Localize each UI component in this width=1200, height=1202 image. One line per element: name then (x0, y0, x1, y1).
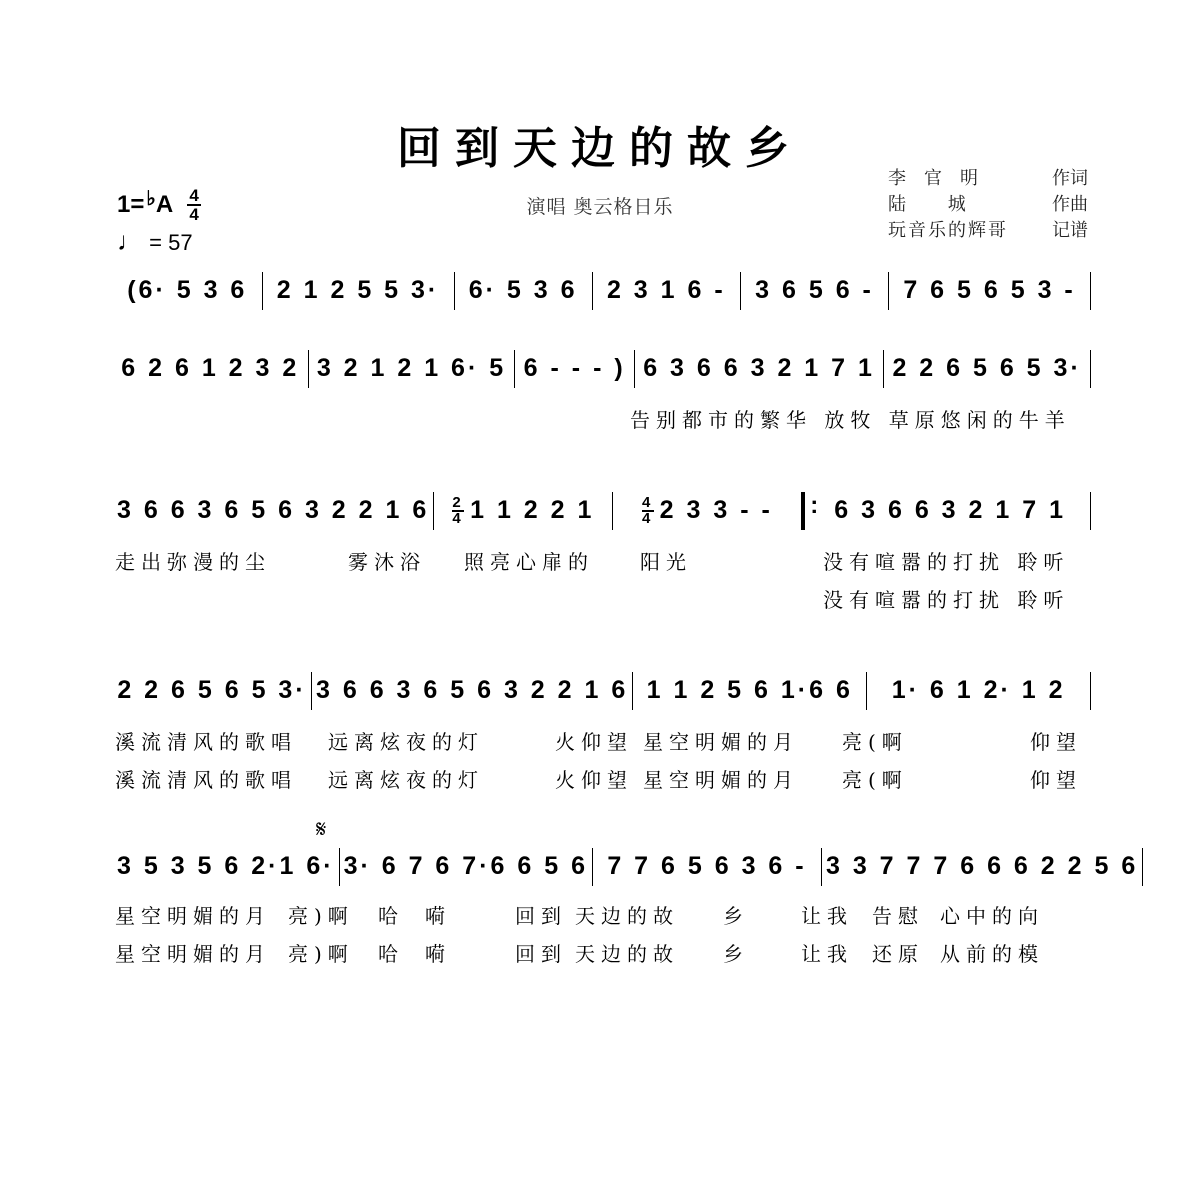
score-line-5 (113, 852, 1139, 886)
performer-credit: 演唱 奥云格日乐 (526, 196, 674, 218)
measure: 7 7 6 5 6 3 6 - (607, 852, 807, 880)
credits-block (888, 166, 1088, 244)
tempo-marking (117, 226, 193, 257)
measure: 6 3 6 6 3 2 1 7 1 (643, 354, 875, 382)
measure: 3 6 6 3 6 5 6 3 2 2 1 6 (117, 496, 430, 524)
lyric-text: 星空明媚的月 (115, 942, 271, 966)
lyric-text: 溪流清风的歌唱 (115, 768, 297, 792)
lyric-text: 哈 (378, 904, 404, 928)
lyric-text: 火仰望 (555, 768, 633, 792)
measure: 2 2 6 5 6 5 3· (117, 676, 307, 704)
time-signature-bottom: 4 (189, 205, 199, 224)
meter-top: 2 (452, 494, 464, 512)
lyric-text: 嗬 (425, 904, 451, 928)
measure: 3 6 6 3 6 5 6 3 2 2 1 6 (316, 676, 629, 704)
lyric-text: 让我 (801, 904, 853, 928)
lyric-line-2 (115, 404, 1091, 452)
lyric-text: 远离炫夜的灯 (328, 768, 484, 792)
lyric-text: 回到 (515, 904, 567, 928)
measure: 6 3 6 6 3 2 1 7 1 (834, 496, 1066, 524)
quarter-note-icon: ♩ (117, 226, 143, 256)
measure: (6· 5 3 6 (127, 276, 248, 304)
lyric-text: 让我 (801, 942, 853, 966)
measure: 1· 6 1 2· 1 2 (891, 676, 1066, 704)
lyric-text: 还原 (872, 942, 924, 966)
barline (1090, 672, 1091, 710)
lyric-text: 天边的故 (575, 904, 679, 928)
measure: 6· 5 3 6 (468, 276, 578, 304)
lyric-text: 远离炫夜的灯 (328, 730, 484, 754)
measure: 6 - - - ) (523, 354, 626, 382)
score-line-3 (113, 496, 1091, 530)
lyric-text: 雾沐浴 (348, 550, 426, 574)
repeat-start-barline (801, 492, 805, 530)
lyric-text: 亮(啊 (842, 768, 908, 792)
transcriber-credit (888, 218, 1088, 244)
lyric-text: 没有喧嚣的打扰 聆听 (823, 550, 1070, 574)
lyric-line-5b (115, 938, 1091, 1202)
transcriber-name: 玩音乐的辉哥 (888, 220, 1008, 241)
measure: 3 6 5 6 - (755, 276, 874, 304)
meter-change-2-4 (452, 496, 464, 526)
score-line-1 (113, 276, 1091, 310)
key-prefix: 1= (117, 191, 145, 218)
barline (1090, 272, 1091, 310)
measure: 2 1 2 5 5 3· (276, 276, 440, 304)
lyric-text: 告慰 (872, 904, 924, 928)
lyric-text: 回到 (515, 942, 567, 966)
measure: 3· 6 7 6 7·6 6 5 6 (343, 852, 588, 880)
lyric-text: 照亮心扉的 (464, 550, 594, 574)
measure-notes: 2 3 3 - - (659, 496, 773, 524)
measure: 7 6 5 6 5 3 - (903, 276, 1076, 304)
barline (1142, 848, 1143, 886)
lyricist-role: 作词 (1052, 168, 1088, 189)
time-signature (187, 188, 201, 222)
lyric-text: 星空明媚的月 (115, 904, 271, 928)
key-tonic: A (155, 191, 174, 218)
meter-bottom: 4 (642, 510, 654, 528)
barline (1090, 350, 1091, 388)
segno-icon: 𝄋 (316, 815, 327, 843)
lyric-text: 心中的向 (940, 904, 1044, 928)
lyric-text: 仰望 (1030, 730, 1082, 754)
composer-role: 作曲 (1052, 194, 1088, 215)
measure: 2 3 1 6 - (606, 276, 726, 304)
lyric-text: 亮)啊 (288, 904, 354, 928)
measure: 2 2 6 5 6 5 3· (892, 354, 1082, 382)
measure (434, 496, 612, 526)
measure: 1 1 2 5 6 1·6 6 (646, 676, 853, 704)
meter-change-4-4 (642, 496, 654, 526)
song-title: 回到天边的故乡 (397, 123, 803, 174)
lyric-text: 从前的模 (940, 942, 1044, 966)
flat-icon: ♭ (146, 187, 156, 210)
lyricist-name: 李官明 (888, 168, 996, 189)
lyric-text: 星空明媚的月 (643, 730, 799, 754)
measure: 3 2 1 2 1 6· 5 (316, 354, 507, 382)
lyric-text: 阳光 (640, 550, 692, 574)
lyric-text: 火仰望 (555, 730, 633, 754)
meter-bottom: 4 (452, 510, 464, 528)
measure: 3 3 7 7 7 6 6 6 2 2 5 6 (825, 852, 1139, 880)
lyric-text: 乡 (723, 904, 749, 928)
lyric-text: 亮)啊 (288, 942, 354, 966)
tempo-value: = 57 (149, 230, 193, 255)
lyric-text: 走出弥漫的尘 (115, 550, 271, 574)
lyric-text: 溪流清风的歌唱 (115, 730, 297, 754)
transcriber-role: 记谱 (1052, 220, 1088, 241)
measure: 6 2 6 1 2 3 2 (121, 354, 300, 382)
lyric-text: 天边的故 (575, 942, 679, 966)
lyric-text: 亮(啊 (842, 730, 908, 754)
measure (613, 496, 801, 526)
composer-credit (888, 192, 1088, 218)
lyricist-credit (888, 166, 1088, 192)
lyric-text: 星空明媚的月 (643, 768, 799, 792)
time-signature-top: 4 (189, 186, 199, 205)
key-signature (117, 188, 201, 222)
lyric-text: 哈 (378, 942, 404, 966)
composer-name: 陆 城 (888, 194, 984, 215)
measure: 3 5 3 5 6 2·1 6· (117, 852, 335, 880)
lyric-line-3b (115, 584, 1091, 632)
lyric-text: 仰望 (1030, 768, 1082, 792)
lyric-text: 没有喧嚣的打扰 聆听 (823, 588, 1070, 612)
meter-top: 4 (642, 494, 654, 512)
lyric-text: 乡 (723, 942, 749, 966)
score-line-2 (113, 354, 1091, 388)
barline (1090, 492, 1091, 530)
lyric-text: 嗬 (425, 942, 451, 966)
score-line-4 (113, 676, 1091, 710)
measure-notes: 1 1 2 2 1 (470, 496, 595, 524)
lyric-text: 告别都市的繁华 放牧 草原悠闲的牛羊 (630, 408, 1071, 432)
